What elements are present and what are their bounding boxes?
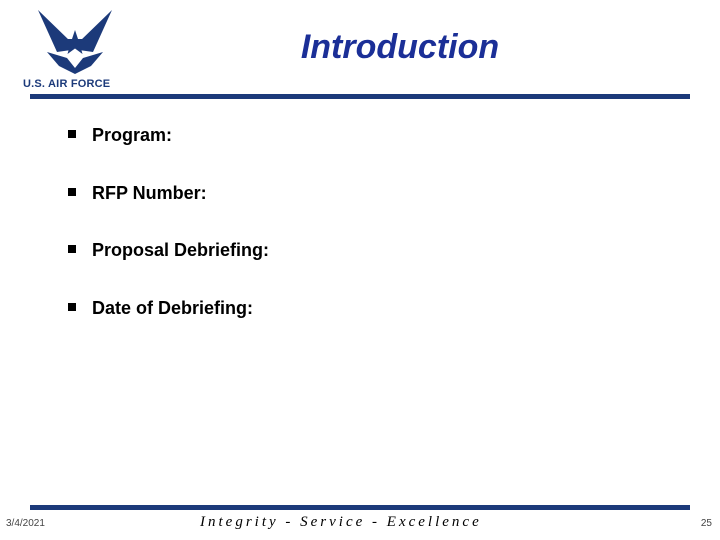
logo-text: U.S. AIR FORCE [23,78,111,90]
air-force-logo [20,8,130,94]
square-bullet-icon [68,130,76,138]
square-bullet-icon [68,245,76,253]
square-bullet-icon [68,188,76,196]
square-bullet-icon [68,303,76,311]
bullet-list [68,122,269,352]
list-item [68,295,269,353]
list-item [68,237,269,295]
bottom-divider [30,505,690,510]
slide-title: Introduction [300,28,500,66]
page-number: 25 [700,518,712,529]
top-divider [30,94,690,99]
bullet-text: Date of Debriefing: [92,297,254,318]
footer-date: 3/4/2021 [6,518,45,529]
bullet-text: Program: [92,125,173,145]
list-item [68,122,269,180]
bullet-text: Proposal Debriefing: [92,240,270,260]
bullet-text: RFP Number: [92,182,207,203]
air-force-wings-icon [37,8,113,74]
footer-motto: Integrity - Service - Excellence [200,514,482,530]
list-item [68,180,269,238]
